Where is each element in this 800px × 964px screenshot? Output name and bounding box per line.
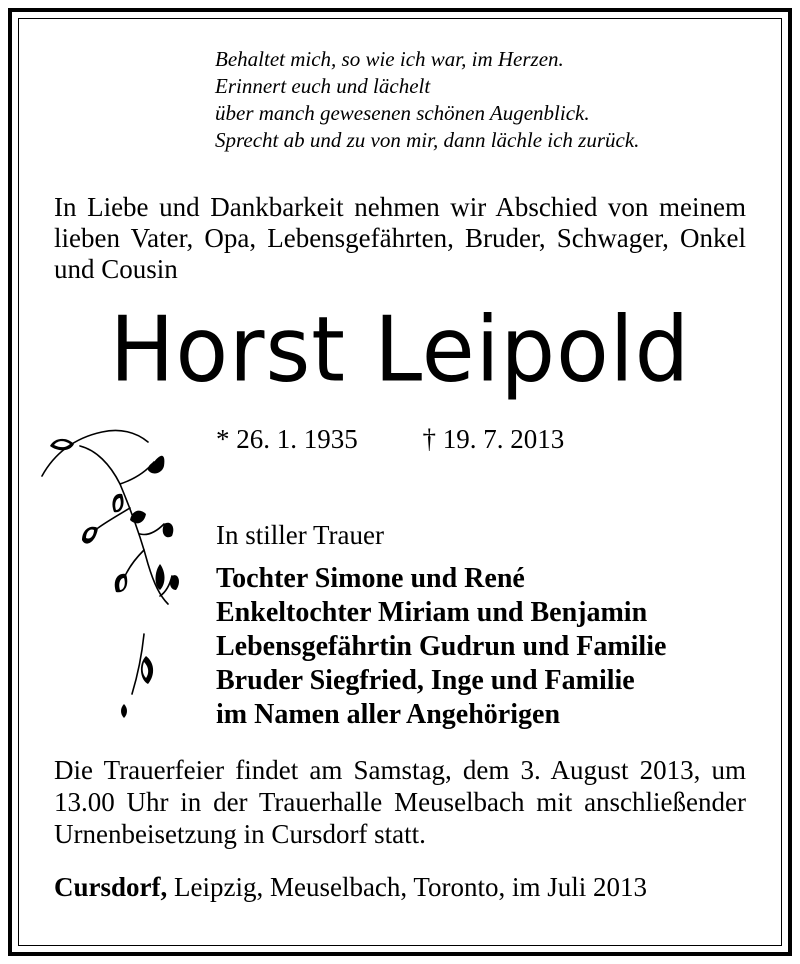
- deceased-name: Horst Leipold: [109, 297, 691, 403]
- poem-line: Behaltet mich, so wie ich war, im Herzen.: [215, 47, 564, 71]
- mourning-label: In stiller Trauer: [216, 520, 384, 550]
- poem-line: Sprecht ab und zu von mir, dann lächle ich zurück.: [215, 128, 640, 152]
- mourner-line: Tochter Simone und René: [216, 563, 525, 594]
- birth-date: * 26. 1. 1935: [216, 424, 358, 454]
- place-date-line: [54, 872, 647, 903]
- life-dates: [216, 424, 564, 455]
- mourner-line: im Namen aller Angehörigen: [216, 699, 561, 730]
- place-primary: Cursdorf,: [54, 872, 168, 902]
- funeral-service-text: Die Trauerfeier findet am Samstag, dem 3. August 2013, um 13.00 Uhr in der Trauerhalle Meuselbach mit anschließender Urnenbeisetzung in Cursdorf statt.: [54, 755, 746, 849]
- mourners-list: [216, 562, 666, 732]
- mourner-line: Lebensgefährtin Gudrun und Familie: [216, 631, 667, 662]
- birch-branch-illustration: [40, 424, 190, 724]
- death-date: † 19. 7. 2013: [422, 424, 565, 454]
- intro-text: In Liebe und Dankbarkeit nehmen wir Abschied von meinem lieben Vater, Opa, Lebensgefährten, Bruder, Schwager, Onkel und Cousin: [54, 192, 746, 284]
- place-rest: Leipzig, Meuselbach, Toronto, im Juli 2013: [167, 872, 648, 902]
- mourner-line: Enkeltochter Miriam und Benjamin: [216, 597, 648, 628]
- poem-line: über manch gewesenen schönen Augenblick.: [215, 101, 590, 125]
- mourner-line: Bruder Siegfried, Inge und Familie: [216, 665, 635, 696]
- poem: [215, 46, 775, 154]
- poem-line: Erinnert euch und lächelt: [215, 74, 431, 98]
